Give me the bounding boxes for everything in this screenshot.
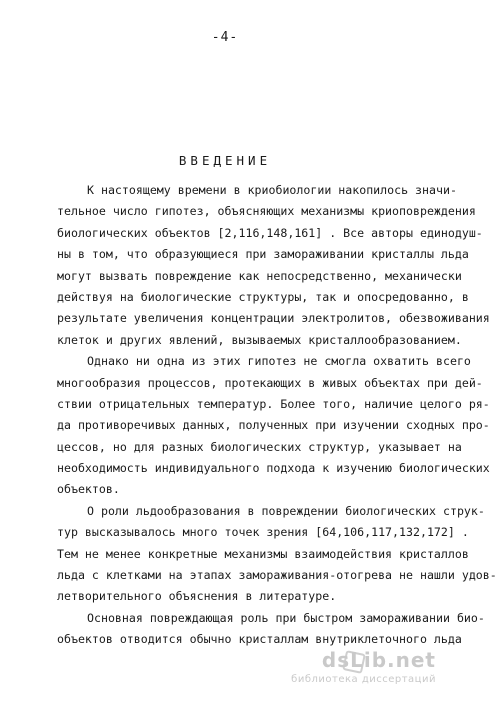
text-line: Основная повреждающая роль при быстром замораживании био- — [87, 610, 485, 625]
text-line: О роли льдообразования в повреждении биологических струк- — [87, 503, 485, 518]
page-number: -4- — [211, 30, 239, 45]
text-line: могут вызвать повреждение как непосредственно, механически — [57, 268, 462, 283]
text-line: К настоящему времени в криобиологии накопилось значи- — [87, 183, 457, 197]
section-heading: ВВЕДЕНИЕ — [178, 153, 272, 168]
text-line: клеток и других явлений, вызываемых кристаллообразованием. — [57, 332, 462, 347]
watermark-logo: dsLib.net — [321, 648, 436, 672]
text-line: льда с клетками на этапах замораживания-отогрева не нашли удов- — [57, 568, 497, 583]
text-line: ны в том, что образующиеся при замораживании кристаллы льда — [57, 247, 469, 262]
text-line: тельное число гипотез, объясняющих механизмы криоповреждения — [57, 204, 476, 219]
text-line: действуя на биологические структуры, так и опосредованно, в — [57, 289, 469, 304]
text-line: Однако ни одна из этих гипотез не смогла охватить всего — [87, 354, 471, 369]
text-line: тур высказывалось много точек зрения [64,106,117,132,172] . — [57, 525, 469, 540]
text-line: объектов. — [57, 482, 120, 497]
text-line: многообразия процессов, протекающих в живых объектах при дей- — [57, 375, 483, 390]
text-line: необходимость индивидуального подхода к изучению биологических — [57, 461, 490, 476]
body-text — [57, 180, 497, 651]
text-line: объектов отводится обычно кристаллам внутриклеточного льда — [57, 632, 462, 647]
watermark — [256, 648, 436, 690]
text-line: да противоречивых данных, полученных при изучении сходных про- — [57, 418, 490, 433]
text-line: Тем не менее конкретные механизмы взаимодействия кристаллов — [57, 546, 469, 561]
text-line: результате увеличения концентрации электролитов, обезвоживания — [57, 311, 490, 326]
text-line: летворительного объяснения в литературе. — [57, 589, 337, 604]
text-line: биологических объектов [2,116,148,161] . Все авторы единодуш- — [57, 225, 483, 240]
text-line: цессов, но для разных биологических структур, указывает на — [57, 439, 462, 454]
watermark-caption: библиотека диссертаций — [291, 674, 436, 685]
text-line: ствии отрицательных температур. Более того, наличие целого ря- — [57, 396, 490, 411]
